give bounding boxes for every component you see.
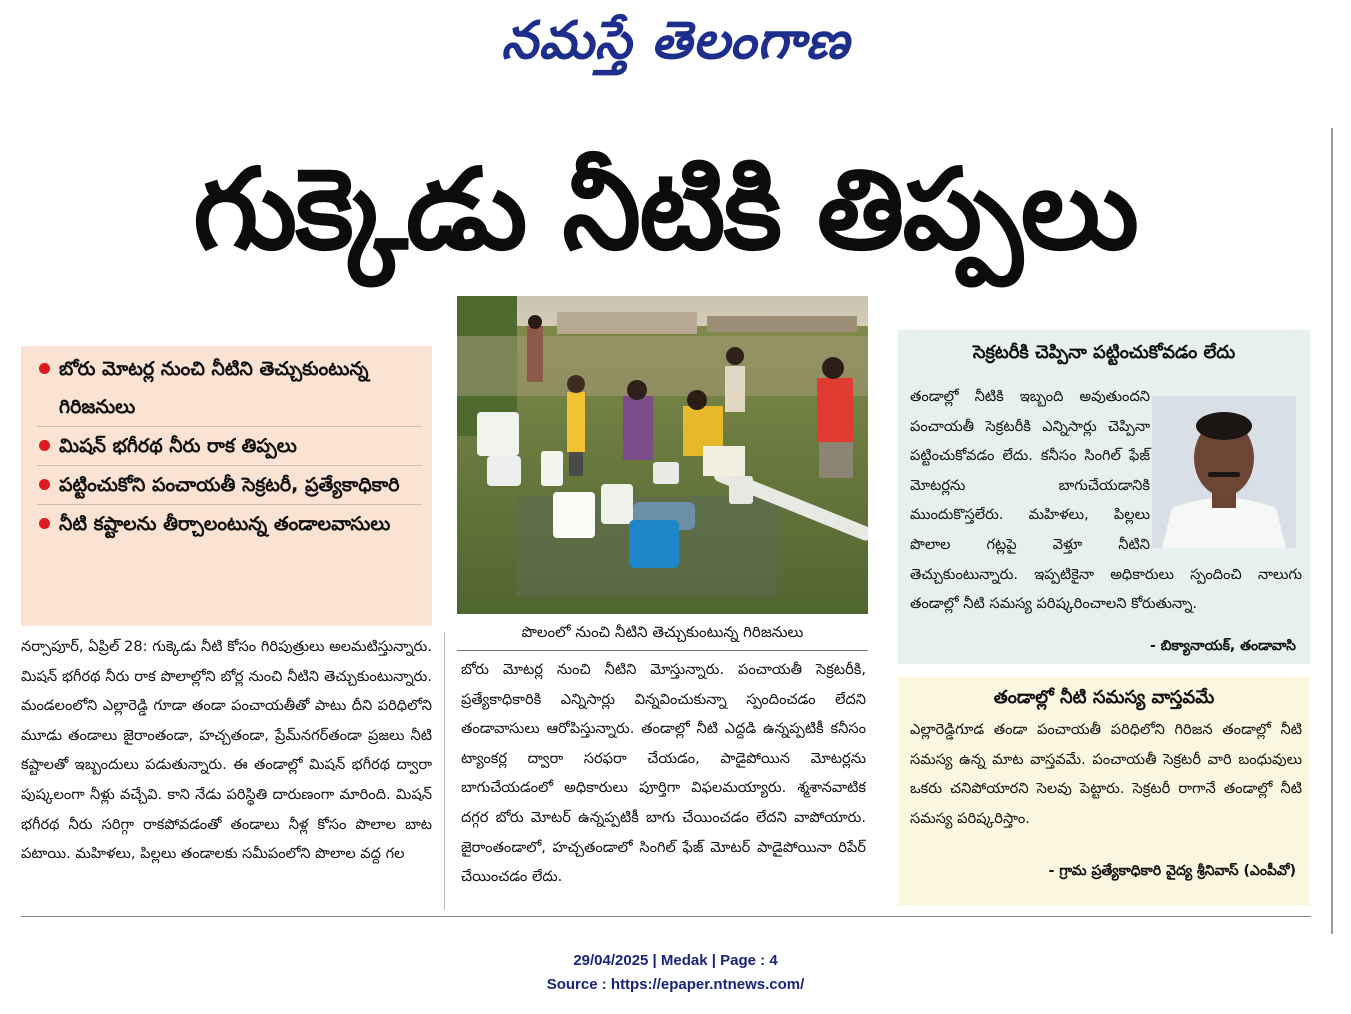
footer-date-edition: 29/04/2025 | Medak | Page : 4	[573, 952, 778, 969]
column-divider	[444, 632, 445, 910]
quote-signature: - బిక్యానాయక్, తండావాసి	[1150, 638, 1296, 654]
highlight-text: మిషన్ భగీరథ నీరు రాక తిప్పలు	[59, 435, 297, 457]
highlights-box	[21, 346, 432, 626]
bottom-divider	[21, 916, 1311, 917]
newspaper-masthead: నమస్తే తెలంగాణ	[501, 11, 850, 71]
highlight-text: పట్టించుకోని పంచాయతీ సెక్రటరీ, ప్రత్యేకాధికారి	[59, 474, 400, 496]
article-body-middle: బోరు మోటర్ల నుంచి నీటిని మోస్తున్నారు. పంచాయతీ సెక్రటరీకి, ప్రత్యేకాధికారికి ఎన్నిసార్లు విన్నవించుకున్నా స్పందించడం లేదని తండావాసులు ఆరోపిస్తున్నారు. తండాల్లో నీటి ఎద్దడి ఉన్నప్పటికీ కనీసం ట్యాంకర్ల ద్వారా సరఫరా చేయడం, పాడైపోయిన మోటర్లను బాగుచేయడంలో అధికారులు పూర్తిగా విఫలమయ్యారు. శ్మశానవాటిక దగ్గర బోరు మోటర్ ఉన్నప్పటికీ బాగు చేయించడం లేదని వాపోయారు. జైరాంతండాలో, హచ్చతండాలో సింగిల్ ఫేజ్ మోటర్ పాడైపోయినా రిపేర్ చేయించడం లేదు.	[461, 661, 866, 886]
quote-signature: - గ్రామ ప్రత్యేకాధికారి వైద్య శ్రీనివాస్ (ఎంపీవో)	[1048, 863, 1296, 879]
quote-title: సెక్రటరీకి చెప్పినా పట్టించుకోవడం లేదు	[972, 342, 1236, 363]
photo-caption: పొలంలో నుంచి నీటిని తెచ్చుకుంటున్న గిరిజనులు	[521, 623, 804, 641]
highlight-text: నీటి కష్టాలను తీర్చాలంటున్న తండాలవాసులు	[59, 513, 391, 535]
footer-source-link[interactable]: Source : https://epaper.ntnews.com/	[546, 976, 805, 993]
photo-illustration	[457, 296, 868, 614]
highlight-text: బోరు మోటర్ల నుంచి నీటిని తెచ్చుకుంటున్న గిరిజనులు	[59, 358, 369, 418]
news-photo	[457, 296, 868, 614]
article-body-left: నర్సాపూర్, ఏప్రిల్ 28: గుక్కెడు నీటి కోసం గిరిపుత్రులు అలమటిస్తున్నారు. మిషన్ భగీరథ నీరు రాక పొలాల్లోని బోర్ల నుంచి నీటిని తెచ్చుకుంటున్నారు. మండలంలోని ఎల్లారెడ్డి గూడా తండా పంచాయతీతో పాటు దీని పరిధిలోని మూడు తండాలు జైరాంతండా, హచ్చతండా, ప్రేమ్‌నగర్‌తండా ప్రజలు నీటి కష్టాలతో ఇబ్బందులు పడుతున్నారు. ఈ తండాల్లో మిషన్ భగీరథ ద్వారా పుష్కలంగా నీళ్లు వచ్చేవి. కాని నేడు పరిస్థితి దారుణంగా మారింది. మిషన్ భగీరథ నీరు సరిగ్గా రాకపోవడంతో తండాలు నీళ్ల కోసం పొలాల బాట పటాయి. మహిళలు, పిల్లలు తండాలకు సమీపంలోని పొలాల వద్ద గల	[21, 638, 432, 863]
bullet-icon	[39, 363, 50, 374]
quote-box-villager	[898, 330, 1310, 664]
quote-box-official	[898, 677, 1310, 905]
quote-text	[910, 382, 1302, 619]
quote-text: ఎల్లారెడ్డిగూడ తండా పంచాయతీ పరిధిలోని గిరిజన తండాల్లో నీటి సమస్య ఉన్న మాట వాస్తవమే. పంచాయతీ సెక్రటరీ వారి బంధువులు ఒకరు చనిపోయారని సెలవు పెట్టారు. సెక్రటరీ రాగానే తండాల్లో నీటి సమస్య పరిష్కరిస్తాం.	[910, 721, 1302, 827]
highlight-item	[37, 505, 422, 543]
bullet-icon	[39, 518, 50, 529]
quote-title: తండాల్లో నీటి సమస్య వాస్తవమే	[993, 687, 1215, 708]
highlight-item	[37, 350, 422, 427]
article-headline: గుక్కెడు నీటికి తిప్పలు	[193, 145, 1137, 275]
bullet-icon	[39, 440, 50, 451]
page-border-rule	[1331, 128, 1333, 934]
caption-divider	[457, 650, 868, 651]
bullet-icon	[39, 479, 50, 490]
quote-text-content: తండాల్లో నీటికి ఇబ్బంది అవుతుందని పంచాయతీ సెక్రటరీకి ఎన్నిసార్లు చెప్పినా పట్టించుకోవడం లేదు. కనీసం సింగిల్ ఫేజ్ మోటర్లను బాగుచేయడానికి ముందుకొస్తలేరు. మహిళలు, పిల్లలు పొలాల గట్లపై వెళ్తూ నీటిని తెచ్చుకుంటున్నారు. ఇప్పటికైనా అధికారులు స్పందించి నాలుగు తండాల్లో నీటి సమస్య పరిష్కరించాలని కోరుతున్నా.	[910, 388, 1302, 613]
highlight-item	[37, 466, 422, 505]
highlight-item	[37, 427, 422, 466]
